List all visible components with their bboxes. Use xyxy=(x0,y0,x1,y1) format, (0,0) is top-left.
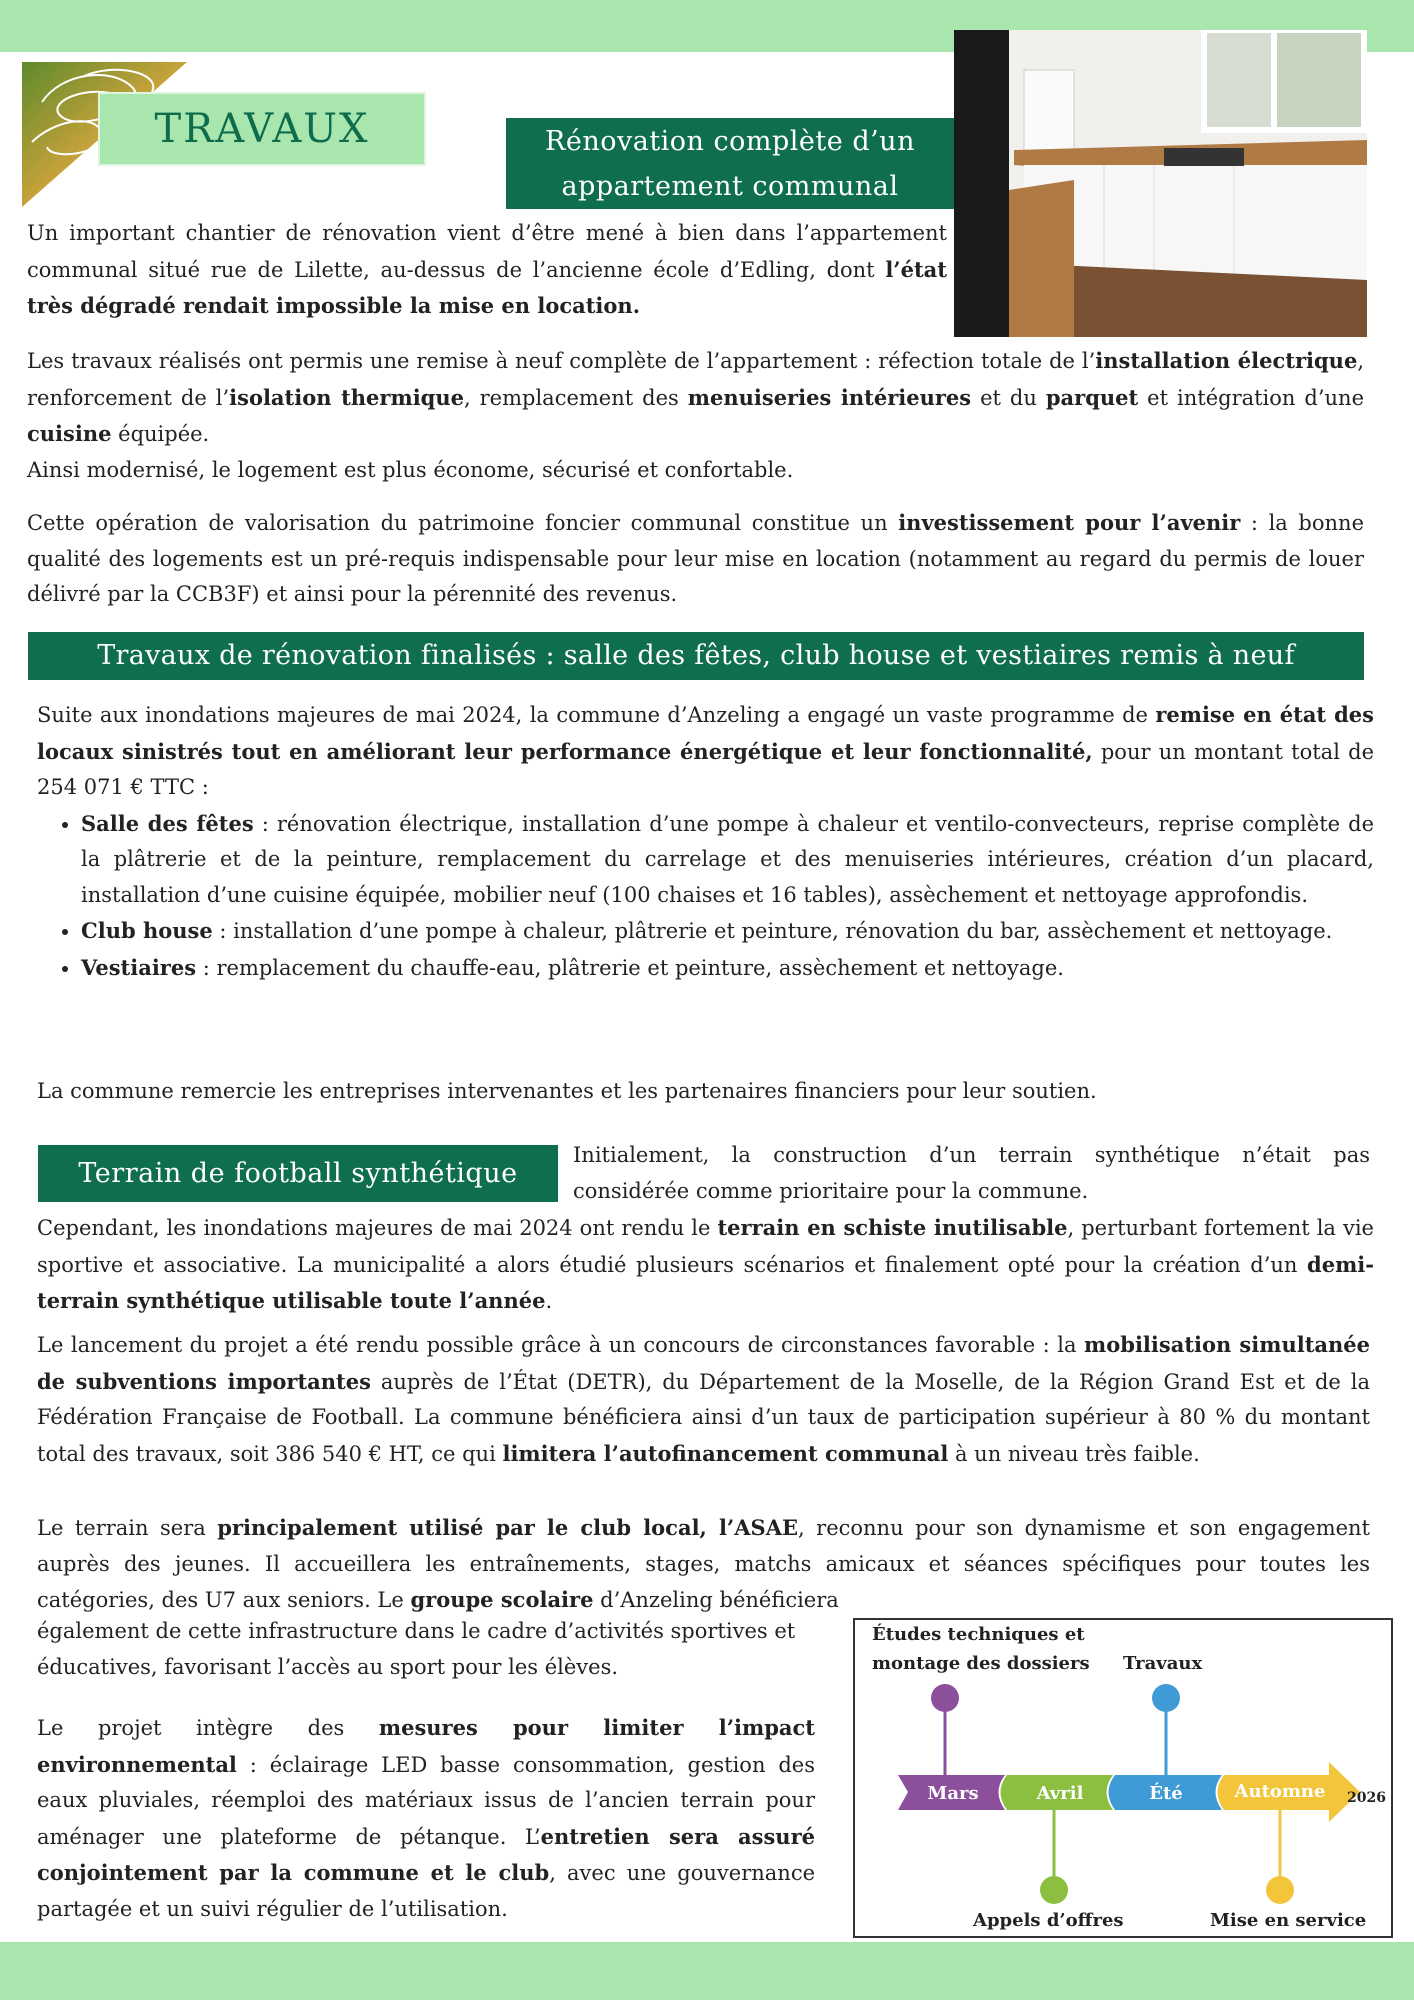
milestone-label-appels: Appels d’offres xyxy=(973,1910,1124,1931)
timeline-graphic xyxy=(855,1620,1391,1936)
segment-label-ete: Été xyxy=(1149,1783,1183,1804)
apartment-intro: Un important chantier de rénovation vient d’être mené à bien dans l’appartement communal situé rue de Lilette, au-dessus de l’ancienne école d’Edling, dont l’état très dégradé rendait impossible la mise en location. xyxy=(27,221,947,318)
salle-thanks: La commune remercie les entreprises intervenantes et les partenaires financiers pour leur soutien. xyxy=(37,1079,1097,1103)
segment-label-avril: Avril xyxy=(1036,1783,1084,1804)
apartment-valorisation: Cette opération de valorisation du patrimoine foncier communal constitue un investissement pour l’avenir : la bonne qualité des logements est un pré-requis indispensable pour leur mise en location (notamment au regard du permis de louer délivré par la CCB3F) et ainsi pour la pérennité des revenus. xyxy=(27,510,1364,606)
bottom-band xyxy=(0,1942,1414,2000)
apartment-works: Les travaux réalisés ont permis une remise à neuf complète de l’appartement : réfection totale de l’installation électrique, renforcement de l’isolation thermique, remplacement des menuiseries intérieures et du parquet et intégration d’une cuisine équipée. Ainsi modernisé, le logement est plus économe, sécurisé et confortable. xyxy=(27,348,1365,482)
salle-list xyxy=(37,806,1374,987)
dot-etudes xyxy=(931,1684,959,1712)
football-para2: Le lancement du projet a été rendu possible grâce à un concours de circonstances favorable : la mobilisation simultanée de subventions importantes auprès de l’État (DETR), du Département de la Moselle, de la Région Grand Est et de la Fédération Française de Football. La commune bénéficiera ainsi d’un taux de participation supérieur à 80 % du montant total des travaux, soit 386 540 € HT, ce qui limitera l’autofinancement communal à un niveau très faible. xyxy=(37,1332,1370,1466)
kitchen-photo xyxy=(954,30,1367,337)
list-item: • Club house : installation d’une pompe à chaleur, plâtrerie et peinture, rénovation du bar, assèchement et nettoyage. xyxy=(81,913,1374,950)
salle-title: Travaux de rénovation finalisés : salle des fêtes, club house et vestiaires remis à neuf xyxy=(28,632,1364,680)
football-para3-cont: également de cette infrastructure dans le cadre d’activités sportives et éducatives, favorisant l’accès au sport pour les élèves. xyxy=(37,1619,796,1679)
milestone-label-etudes: Études techniques et montage des dossiers xyxy=(872,1624,1090,1674)
apartment-title: Rénovation complète d’un appartement communal xyxy=(506,118,954,209)
milestone-label-mise: Mise en service xyxy=(1210,1910,1367,1931)
football-para1: Cependant, les inondations majeures de mai 2024 ont rendu le terrain en schiste inutilisable, perturbant fortement la vie sportive et associative. La municipalité a alors étudié plusieurs scénarios et finalement opté pour la création d’un demi-terrain synthétique utilisable toute l’année. xyxy=(37,1215,1374,1313)
list-item: • Vestiaires : remplacement du chauffe-eau, plâtrerie et peinture, assèchement et nettoyage. xyxy=(81,950,1374,987)
timeline-year: 2026 xyxy=(1347,1790,1386,1806)
football-side-intro: Initialement, la construction d’un terrain synthétique n’était pas considérée comme prioritaire pour la commune. xyxy=(573,1143,1370,1203)
dot-mise xyxy=(1266,1876,1294,1904)
football-para4: Le projet intègre des mesures pour limiter l’impact environnemental : éclairage LED basse consommation, gestion des eaux pluviales, réemploi des matériaux issus de l’ancien terrain pour aménager une plateforme de pétanque. L’entretien sera assuré conjointement par la commune et le club, avec une gouvernance partagée et un suivi régulier de l’utilisation. xyxy=(37,1715,816,1921)
segment-label-mars: Mars xyxy=(927,1783,979,1804)
segment-label-automne: Automne xyxy=(1234,1781,1326,1802)
list-item: • Salle des fêtes : rénovation électrique, installation d’une pompe à chaleur et ventilo-convecteurs, reprise complète de la plâtrerie et de la peinture, remplacement du carrelage et des menuiseries intérieures, création d’un placard, installation d’une cuisine équipée, mobilier neuf (100 chaises et 16 tables), assèchement et nettoyage approfondis. xyxy=(81,806,1374,914)
milestone-label-travaux: Travaux xyxy=(1123,1653,1203,1674)
football-para3: Le terrain sera principalement utilisé par le club local, l’ASAE, reconnu pour son dynamisme et son engagement auprès des jeunes. Il accueillera les entraînements, stages, matchs amicaux et séances spécifiques pour toutes les catégories, des U7 aux seniors. Le groupe scolaire d’Anzeling bénéficiera xyxy=(37,1515,1370,1612)
salle-intro: Suite aux inondations majeures de mai 2024, la commune d’Anzeling a engagé un vaste programme de remise en état des locaux sinistrés tout en améliorant leur performance énergétique et leur fonctionnalité, pour un montant total de 254 071 € TTC : • Salle des fêtes : rénovation électrique, installation d’une pompe à chaleur et ventilo-convecteurs, reprise complète de la plâtrerie et de la peinture, remplacement du carrelage et des menuiseries intérieures, création d’un placard, installation d’une cuisine équipée, mobilier neuf (100 chaises et 16 tables), assèchement et nettoyage approfondis. • Club house : installation d’une pompe à chaleur, plâtrerie et peinture, rénovation du bar, assèchement et nettoyage. • Vestiaires : remplacement du chauffe-eau, plâtrerie et peinture, assèchement et nettoyage. xyxy=(37,697,1374,986)
project-timeline xyxy=(853,1618,1393,1938)
section-label: TRAVAUX xyxy=(98,92,426,166)
football-title: Terrain de football synthétique xyxy=(38,1145,558,1202)
dot-travaux xyxy=(1152,1684,1180,1712)
dot-appels xyxy=(1040,1876,1068,1904)
